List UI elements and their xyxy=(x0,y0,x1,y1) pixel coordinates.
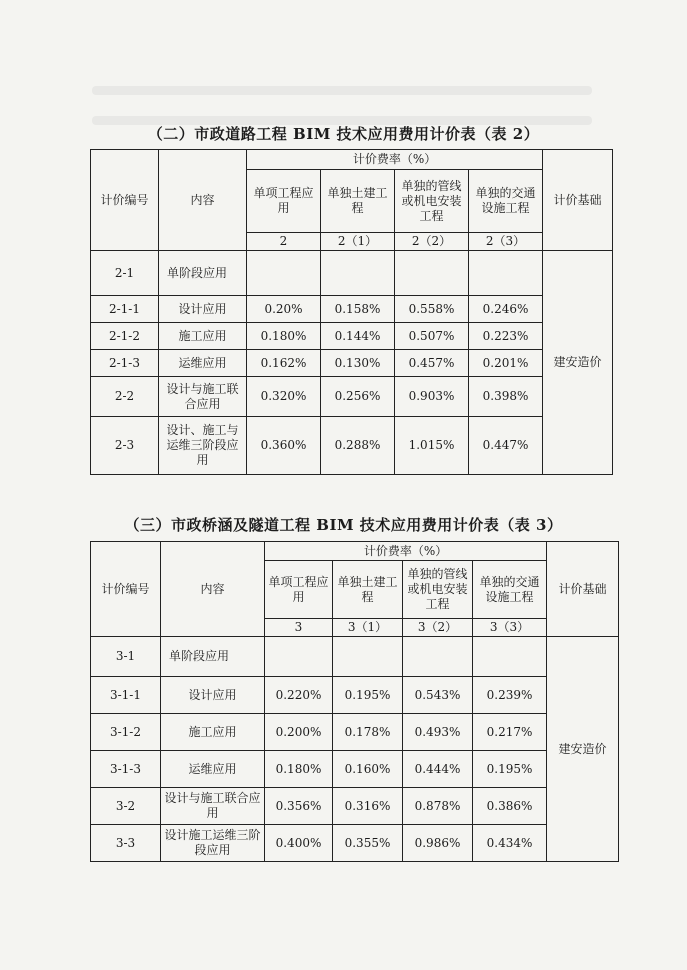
rate-cell: 0.220% xyxy=(265,677,333,714)
row-content: 单阶段应用 xyxy=(159,251,247,296)
table-2-title: （二）市政道路工程 BIM 技术应用费用计价表（表 2） xyxy=(147,125,540,143)
header-code: 计价编号 xyxy=(91,542,161,637)
row-content: 设计应用 xyxy=(159,296,247,323)
row-code: 2-1 xyxy=(91,251,159,296)
header-rate-group: 计价费率（%） xyxy=(247,150,543,170)
rate-cell xyxy=(265,637,333,677)
rate-cell: 0.246% xyxy=(469,296,543,323)
rate-cell: 0.355% xyxy=(333,825,403,862)
rate-cell: 0.558% xyxy=(395,296,469,323)
row-code: 2-2 xyxy=(91,377,159,417)
row-content: 设计与施工联合应用 xyxy=(159,377,247,417)
rate-cell: 0.903% xyxy=(395,377,469,417)
rate-cell: 0.457% xyxy=(395,350,469,377)
row-content: 施工应用 xyxy=(159,323,247,350)
rate-cell: 0.20% xyxy=(247,296,321,323)
rate-cell: 0.130% xyxy=(321,350,395,377)
table-row xyxy=(91,825,619,862)
header-basis: 计价基础 xyxy=(547,542,619,637)
header-num: 2（1） xyxy=(321,233,395,251)
row-code: 2-1-3 xyxy=(91,350,159,377)
row-content: 设计施工运维三阶段应用 xyxy=(161,825,265,862)
table-row xyxy=(91,788,619,825)
header-single-project: 单项工程应用 xyxy=(247,170,321,233)
row-code: 3-1-2 xyxy=(91,714,161,751)
rate-cell: 0.158% xyxy=(321,296,395,323)
row-code: 3-1-1 xyxy=(91,677,161,714)
header-content: 内容 xyxy=(159,150,247,251)
rate-cell: 0.180% xyxy=(247,323,321,350)
rate-cell: 0.144% xyxy=(321,323,395,350)
rate-cell: 0.360% xyxy=(247,417,321,475)
header-single-project: 单项工程应用 xyxy=(265,561,333,619)
rate-cell xyxy=(333,637,403,677)
table-row xyxy=(91,417,613,475)
header-civil-works: 单独土建工程 xyxy=(333,561,403,619)
rate-cell: 0.320% xyxy=(247,377,321,417)
table-3-title: （三）市政桥涵及隧道工程 BIM 技术应用费用计价表（表 3） xyxy=(124,516,563,534)
row-content: 设计、施工与运维三阶段应用 xyxy=(159,417,247,475)
rate-cell xyxy=(321,251,395,296)
row-code: 3-2 xyxy=(91,788,161,825)
rate-cell xyxy=(395,251,469,296)
bleed-through-line xyxy=(92,86,592,95)
rate-cell: 0.178% xyxy=(333,714,403,751)
rate-cell: 0.201% xyxy=(469,350,543,377)
rate-cell: 0.447% xyxy=(469,417,543,475)
basis-value: 建安造价 xyxy=(547,637,619,862)
row-content: 运维应用 xyxy=(161,751,265,788)
table-row xyxy=(91,677,619,714)
header-pipeline-mep: 单独的管线或机电安装工程 xyxy=(403,561,473,619)
header-civil-works: 单独土建工程 xyxy=(321,170,395,233)
header-num: 3（1） xyxy=(333,619,403,637)
rate-cell: 0.217% xyxy=(473,714,547,751)
rate-cell: 0.986% xyxy=(403,825,473,862)
row-code: 3-1 xyxy=(91,637,161,677)
row-content: 设计与施工联合应用 xyxy=(161,788,265,825)
rate-cell xyxy=(403,637,473,677)
rate-cell: 0.398% xyxy=(469,377,543,417)
header-num: 2（3） xyxy=(469,233,543,251)
header-pipeline-mep: 单独的管线或机电安装工程 xyxy=(395,170,469,233)
table-row xyxy=(91,350,613,377)
rate-cell: 0.195% xyxy=(473,751,547,788)
header-num: 3（2） xyxy=(403,619,473,637)
rate-cell xyxy=(469,251,543,296)
rate-cell: 0.444% xyxy=(403,751,473,788)
rate-cell: 1.015% xyxy=(395,417,469,475)
rate-cell: 0.543% xyxy=(403,677,473,714)
row-code: 2-1-1 xyxy=(91,296,159,323)
rate-cell: 0.356% xyxy=(265,788,333,825)
rate-cell: 0.386% xyxy=(473,788,547,825)
rate-cell: 0.288% xyxy=(321,417,395,475)
table-row xyxy=(91,377,613,417)
rate-cell: 0.162% xyxy=(247,350,321,377)
rate-cell: 0.223% xyxy=(469,323,543,350)
row-content: 设计应用 xyxy=(161,677,265,714)
pricing-table-2 xyxy=(90,149,613,475)
rate-cell: 0.195% xyxy=(333,677,403,714)
row-code: 2-3 xyxy=(91,417,159,475)
rate-cell: 0.256% xyxy=(321,377,395,417)
table-row xyxy=(91,751,619,788)
row-code: 3-1-3 xyxy=(91,751,161,788)
header-num: 2（2） xyxy=(395,233,469,251)
rate-cell: 0.493% xyxy=(403,714,473,751)
header-num: 3 xyxy=(265,619,333,637)
rate-cell: 0.180% xyxy=(265,751,333,788)
row-content: 单阶段应用 xyxy=(161,637,265,677)
row-content: 施工应用 xyxy=(161,714,265,751)
table-row xyxy=(91,251,613,296)
header-num: 2 xyxy=(247,233,321,251)
rate-cell: 0.239% xyxy=(473,677,547,714)
row-content: 运维应用 xyxy=(159,350,247,377)
rate-cell: 0.400% xyxy=(265,825,333,862)
rate-cell: 0.160% xyxy=(333,751,403,788)
header-traffic-facility: 单独的交通设施工程 xyxy=(469,170,543,233)
header-traffic-facility: 单独的交通设施工程 xyxy=(473,561,547,619)
rate-cell: 0.200% xyxy=(265,714,333,751)
rate-cell: 0.316% xyxy=(333,788,403,825)
row-code: 3-3 xyxy=(91,825,161,862)
rate-cell xyxy=(473,637,547,677)
header-num: 3（3） xyxy=(473,619,547,637)
table-row xyxy=(91,296,613,323)
header-code: 计价编号 xyxy=(91,150,159,251)
table-row xyxy=(91,714,619,751)
header-content: 内容 xyxy=(161,542,265,637)
rate-cell: 0.434% xyxy=(473,825,547,862)
rate-cell: 0.507% xyxy=(395,323,469,350)
basis-value: 建安造价 xyxy=(543,251,613,475)
pricing-table-3 xyxy=(90,541,619,862)
table-row xyxy=(91,323,613,350)
rate-cell xyxy=(247,251,321,296)
row-code: 2-1-2 xyxy=(91,323,159,350)
rate-cell: 0.878% xyxy=(403,788,473,825)
table-row xyxy=(91,637,619,677)
header-basis: 计价基础 xyxy=(543,150,613,251)
header-rate-group: 计价费率（%） xyxy=(265,542,547,561)
